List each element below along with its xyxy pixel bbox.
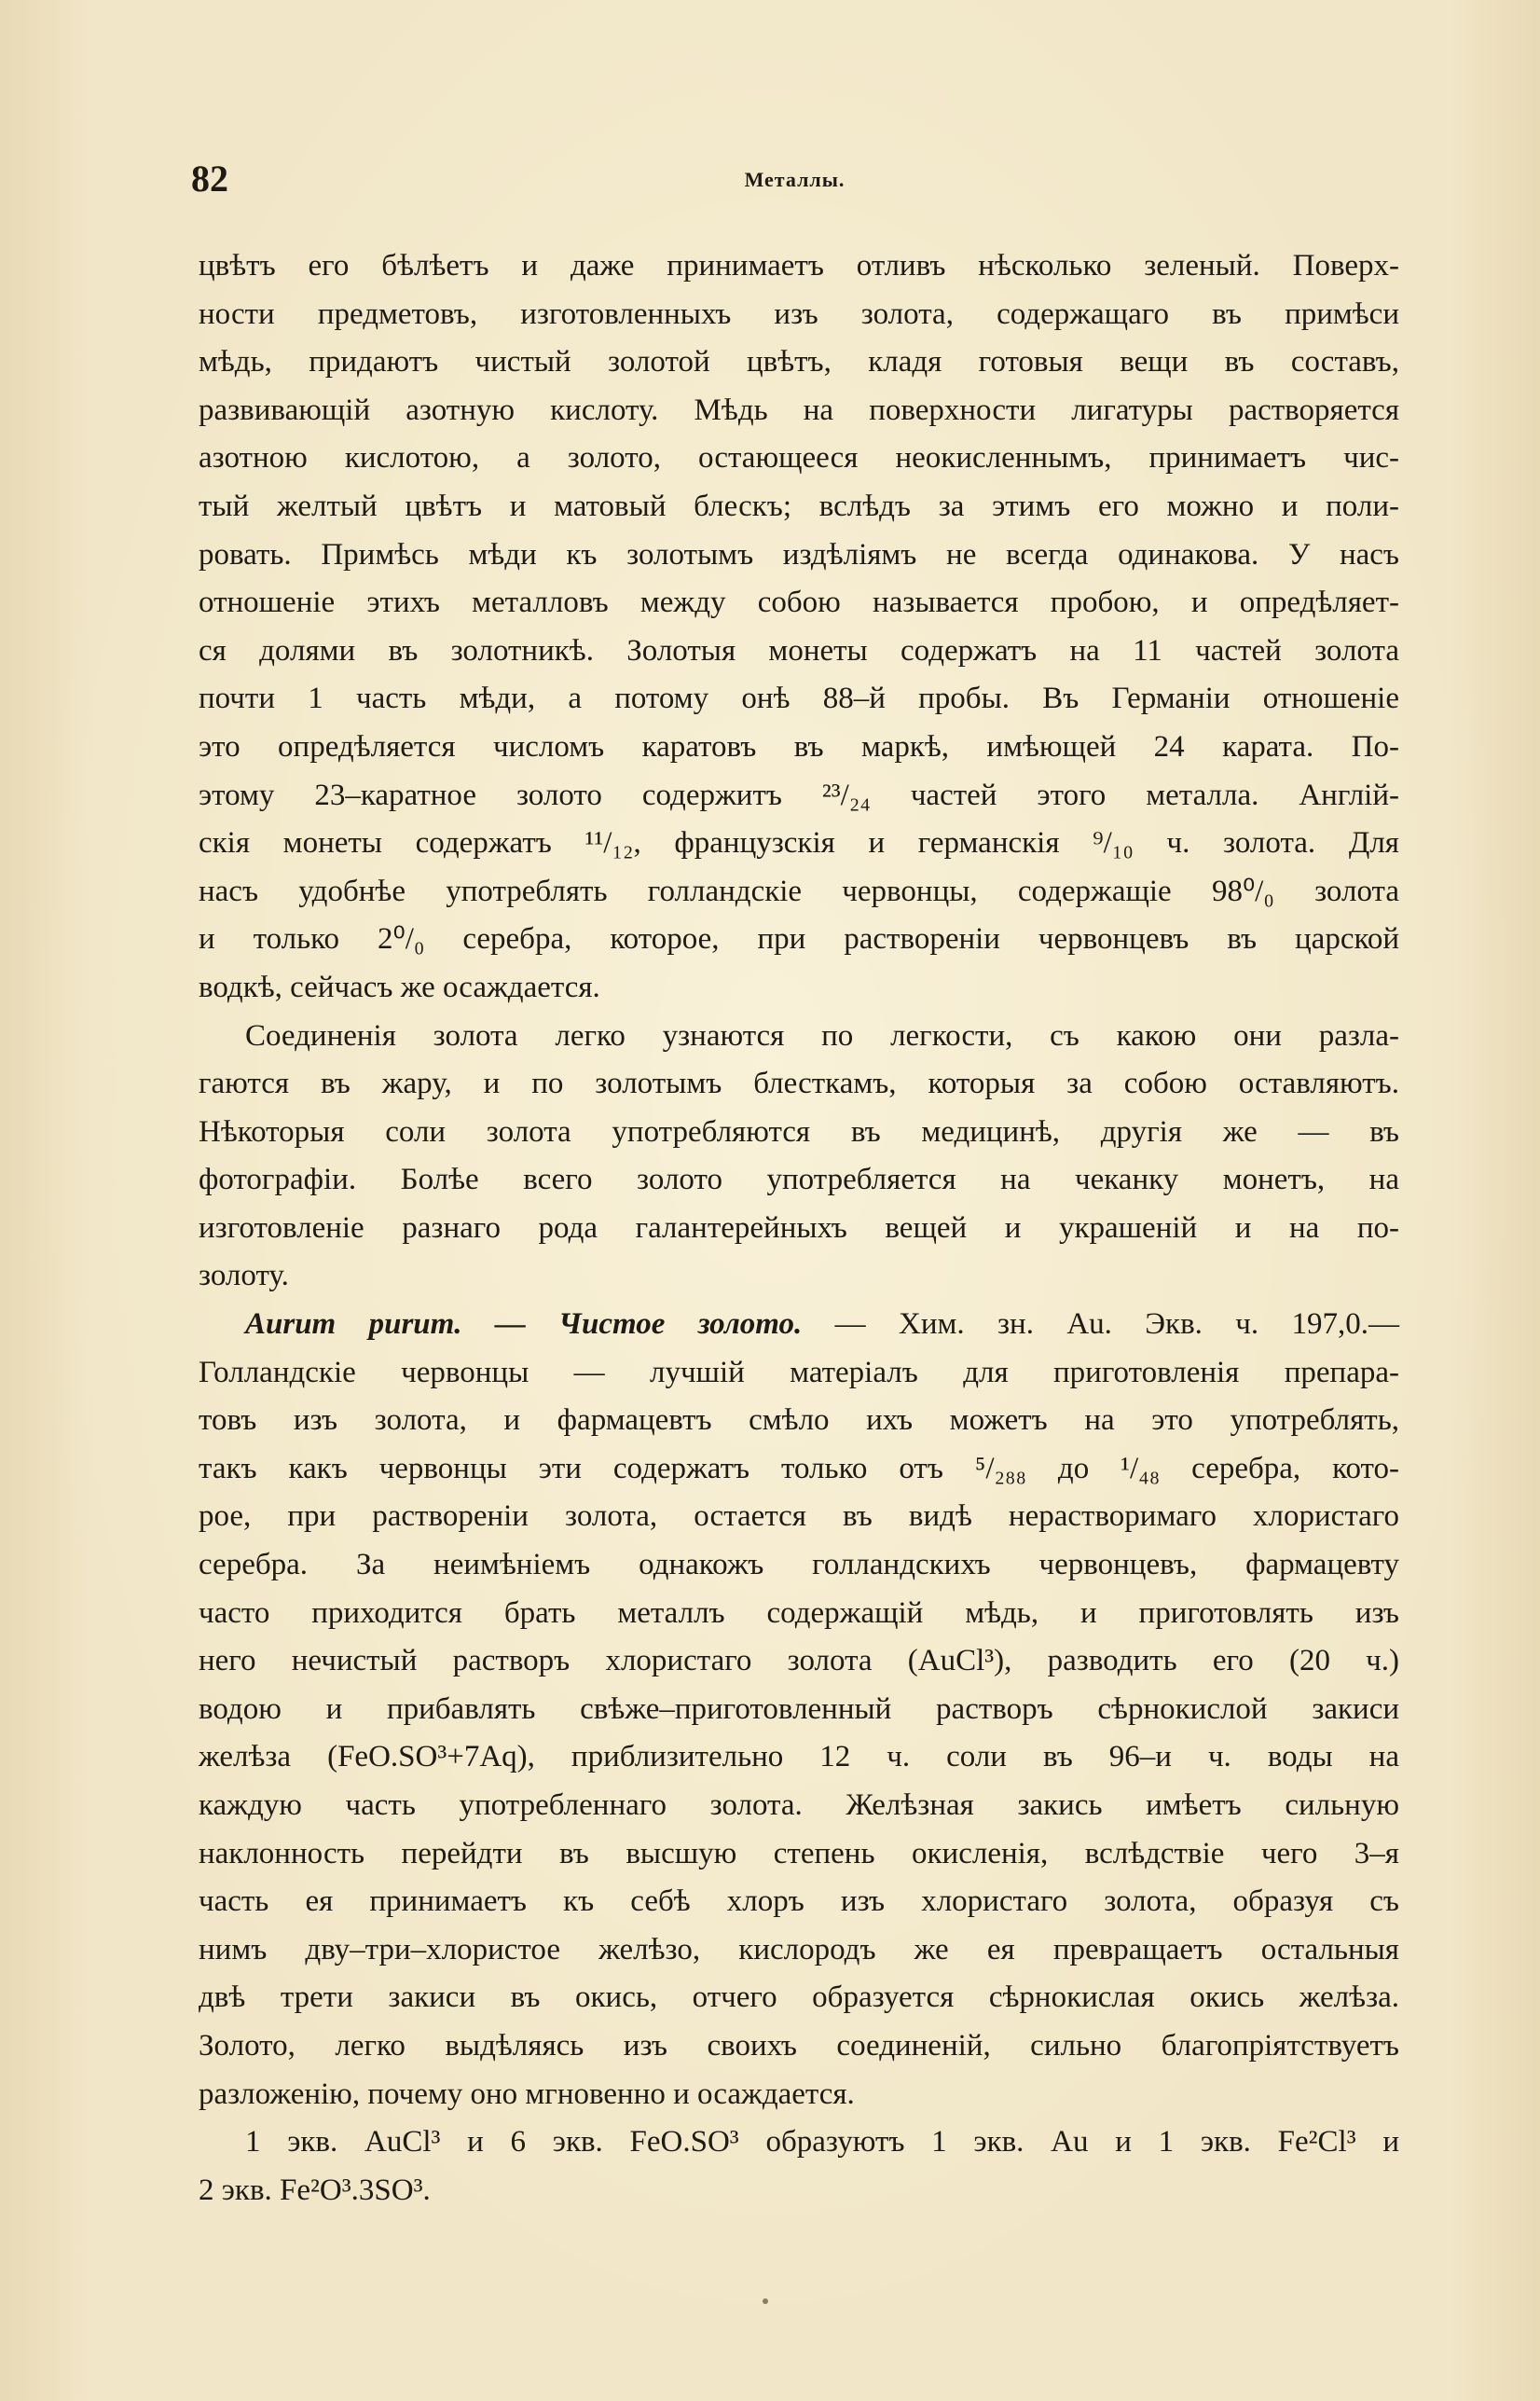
text-line: развивающій азотную кислоту. Мѣдь на поверхности лигатуры растворяется (199, 393, 1399, 427)
text-line: Соединенія золота легко узнаются по легкости, съ какою они разла- (245, 1018, 1399, 1053)
text-line: этому 23–каратное золото содержитъ ²³/₂₄ частей этого металла. Англій- (199, 778, 1399, 812)
text-line: рое, при раствореніи золота, остается въ видѣ нерастворимаго хлористаго (199, 1499, 1399, 1534)
text-line: фотографіи. Болѣе всего золото употребляется на чеканку монетъ, на (199, 1163, 1399, 1197)
text-line: разложенію, почему оно мгновенно и осаждается. (199, 2077, 855, 2111)
text-line: 2 экв. Fe²O³.3SO³. (199, 2173, 431, 2207)
text-line: почти 1 часть мѣди, а потому онѣ 88–й пробы. Въ Германіи отношеніе (199, 682, 1399, 716)
print-speck (763, 2298, 768, 2304)
text-line: часто приходится брать металлъ содержащій мѣдь, и приготовлять изъ (199, 1595, 1399, 1630)
text-line: двѣ трети закиси въ окись, отчего образуется сѣрнокислая окись желѣза. (199, 1980, 1399, 2015)
text-line: товъ изъ золота, и фармацевтъ смѣло ихъ можетъ на это употреблять, (199, 1403, 1399, 1438)
text-line: азотною кислотою, а золото, остающееся неокисленнымъ, принимаетъ чис- (199, 441, 1399, 476)
text-line: водкѣ, сейчасъ же осаждается. (199, 970, 600, 1004)
text-line: отношеніе этихъ металловъ между собою называется пробою, и опредѣляет- (199, 586, 1399, 620)
text-line: ности предметовъ, изготовленныхъ изъ золота, содержащаго въ примѣси (199, 297, 1399, 331)
paragraph-3 (199, 1301, 1399, 2118)
paragraph-4 (199, 2118, 1399, 2215)
text-line-rest: — Хим. зн. Au. Экв. ч. 197,0.— (802, 1307, 1400, 1342)
text-line: водою и прибавлять свѣже–приготовленный растворъ сѣрнокислой закиси (199, 1691, 1399, 1726)
text-line: Золото, легко выдѣляясь изъ своихъ соединеній, сильно благопріятствуетъ (199, 2028, 1399, 2063)
text-line (199, 1301, 1399, 1349)
text-line: изготовленіе разнаго рода галантерейныхъ вещей и украшеній и на по- (199, 1210, 1399, 1245)
text-line: такъ какъ червонцы эти содержатъ только отъ ⁵/₂₈₈ до ¹/₄₈ серебра, кото- (199, 1451, 1399, 1485)
text-line: насъ удобнѣе употреблять голландскіе червонцы, содержащіе 98⁰/₀ золота (199, 874, 1399, 908)
body-text (199, 242, 1399, 2215)
text-line: гаются въ жару, и по золотымъ блесткамъ, которыя за собою оставляютъ. (199, 1067, 1399, 1101)
text-line: Голландскіе червонцы — лучшій матеріалъ для приготовленія препара- (199, 1355, 1399, 1389)
text-line: и только 2⁰/₀ серебра, которое, при раствореніи червонцевъ въ царской (199, 922, 1399, 957)
text-line: цвѣтъ его бѣлѣетъ и даже принимаетъ отливъ нѣсколько зеленый. Поверх- (199, 249, 1399, 283)
text-line: Нѣкоторыя соли золота употребляются въ медицинѣ, другія же — въ (199, 1114, 1399, 1149)
text-line: желѣза (FeO.SO³+7Aq), приблизительно 12 ч. соли въ 96–и ч. воды на (199, 1740, 1399, 1774)
text-line: мѣдь, придаютъ чистый золотой цвѣтъ, кладя готовыя вещи въ составъ, (199, 345, 1399, 379)
text-line: скія монеты содержатъ ¹¹/₁₂, французскія и германскія ⁹/₁₀ ч. золота. Для (199, 826, 1399, 861)
running-head: Металлы. (744, 168, 846, 191)
text-line: это опредѣляется числомъ каратовъ въ маркѣ, имѣющей 24 карата. По- (199, 729, 1399, 764)
text-line: нимъ дву–три–хлористое желѣзо, кислородъ же ея превращаетъ остальныя (199, 1932, 1399, 1966)
page-header (191, 157, 1398, 203)
text-line: наклонность перейдти въ высшую степень окисленія, вслѣдствіе чего 3–я (199, 1836, 1399, 1870)
text-line: ся долями въ золотникѣ. Золотыя монеты содержатъ на 11 частей золота (199, 633, 1399, 668)
section-lead: Aurum purum. — Чистое золото. (245, 1307, 803, 1342)
text-line: 1 экв. AuCl³ и 6 экв. FeO.SO³ образуютъ 1 экв. Au и 1 экв. Fe²Cl³ и (245, 2125, 1399, 2160)
paragraph-1 (199, 242, 1399, 1013)
paragraph-2 (199, 1013, 1399, 1302)
text-line: ровать. Примѣсь мѣди къ золотымъ издѣліямъ не всегда одинакова. У насъ (199, 537, 1399, 572)
text-line: тый желтый цвѣтъ и матовый блескъ; вслѣдъ за этимъ его можно и поли- (199, 489, 1399, 523)
text-line: него нечистый растворъ хлористаго золота (AuCl³), разводить его (20 ч.) (199, 1644, 1399, 1678)
page-number: 82 (191, 158, 228, 200)
text-line: золоту. (199, 1259, 289, 1293)
text-line: серебра. За неимѣніемъ однакожъ голландскихъ червонцевъ, фармацевту (199, 1548, 1399, 1582)
text-line: часть ея принимаетъ къ себѣ хлоръ изъ хлористаго золота, образуя съ (199, 1884, 1399, 1919)
text-line: каждую часть употребленнаго золота. Желѣзная закись имѣетъ сильную (199, 1788, 1399, 1822)
